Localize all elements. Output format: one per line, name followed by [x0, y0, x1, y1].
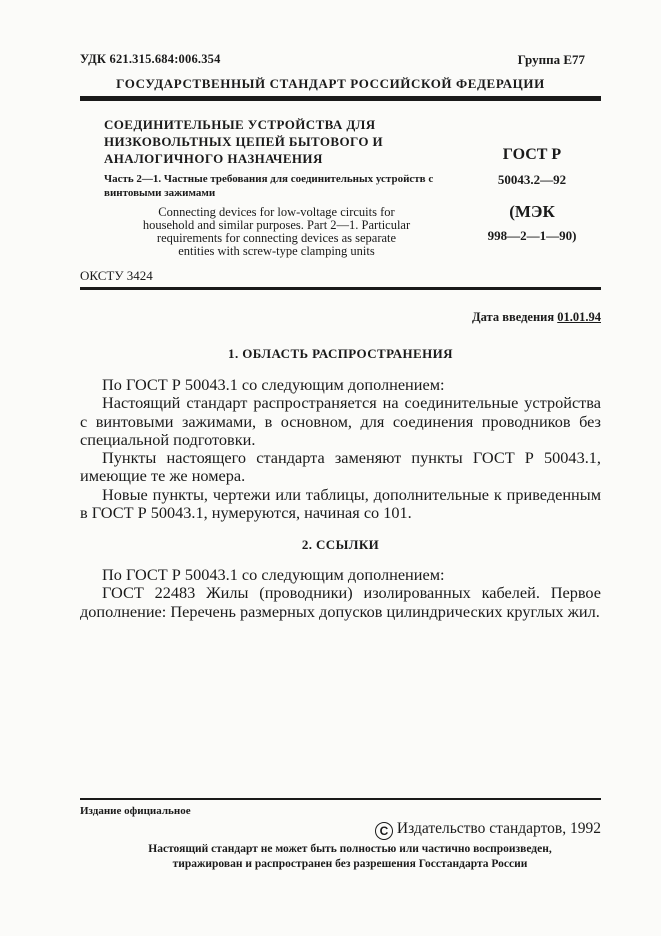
effective-date: [472, 310, 601, 325]
title-ru-line: СОЕДИНИТЕЛЬНЫЕ УСТРОЙСТВА ДЛЯ: [104, 117, 376, 132]
iec-code: 998—2—1—90): [487, 228, 577, 243]
reproduction-notice: [80, 842, 620, 872]
paragraph: Новые пункты, чертежи или таблицы, дополнительные к приведенным в ГОСТ Р 50043.1, нумеруются, начиная со 101.: [80, 484, 601, 523]
gost-code: 50043.2—92: [497, 172, 567, 187]
copyright-text: Издательство стандартов, 1992: [396, 820, 601, 837]
title-ru-line: АНАЛОГИЧНОГО НАЗНАЧЕНИЯ: [104, 151, 323, 166]
paragraph: Пункты настоящего стандарта заменяют пункты ГОСТ Р 50043.1, имеющие те же номера.: [80, 448, 601, 486]
section-title-references: 2. ССЫЛКИ: [301, 537, 380, 552]
notice-line: тиражирован и распространен без разрешения Госстандарта России: [172, 858, 528, 870]
part-title-russian: Часть 2—1. Частные требования для соединительных устройств с винтовыми зажимами: [104, 173, 434, 199]
title-en-line: Connecting devices for low-voltage circuits for: [158, 205, 395, 219]
footer-divider: [80, 798, 601, 800]
standard-designation: [462, 146, 602, 244]
title-block: [104, 116, 449, 258]
copyright-icon: С: [375, 822, 393, 840]
gost-label: ГОСТ Р: [502, 146, 562, 163]
udk-code: УДК 621.315.684:006.354: [80, 52, 221, 66]
group-code: Группа Е77: [517, 52, 585, 67]
title-en-line: entities with screw-type clamping units: [178, 244, 375, 258]
date-label: Дата введения: [472, 310, 555, 324]
section-body-scope: [80, 376, 601, 522]
notice-line: Настоящий стандарт не может быть полностью или частично воспроизведен,: [148, 843, 552, 855]
date-value: 01.01.94: [557, 310, 601, 324]
paragraph: По ГОСТ Р 50043.1 со следующим дополнением:: [102, 565, 445, 584]
copyright-line: [375, 820, 601, 840]
paragraph: Настоящий стандарт распространяется на соединительные устройства с винтовыми зажимами, в основном, для соединения проводников без специальной подготовки.: [80, 393, 601, 449]
title-divider: [80, 287, 601, 290]
paragraph: По ГОСТ Р 50043.1 со следующим дополнением:: [102, 375, 445, 394]
title-ru-line: НИЗКОВОЛЬТНЫХ ЦЕПЕЙ БЫТОВОГО И: [104, 134, 384, 149]
title-en-line: household and similar purposes. Part 2—1. Particular: [142, 218, 411, 232]
section-body-references: [80, 566, 601, 621]
header-divider: [80, 96, 601, 101]
title-en-line: requirements for connecting devices as separate: [156, 231, 397, 245]
title-russian: [104, 116, 449, 167]
section-title-scope: 1. ОБЛАСТЬ РАСПРОСТРАНЕНИЯ: [228, 346, 453, 361]
state-standard-heading: ГОСУДАРСТВЕННЫЙ СТАНДАРТ РОССИЙСКОЙ ФЕДЕРАЦИИ: [116, 76, 545, 91]
title-english: [104, 206, 449, 258]
okstu-code: ОКСТУ 3424: [80, 268, 153, 283]
paragraph: ГОСТ 22483 Жилы (проводники) изолированных кабелей. Первое дополнение: Перечень размерных допусков цилиндрических круглых жил.: [80, 583, 601, 621]
iec-label: (МЭК: [509, 202, 555, 221]
official-edition-label: Издание официальное: [80, 805, 191, 817]
